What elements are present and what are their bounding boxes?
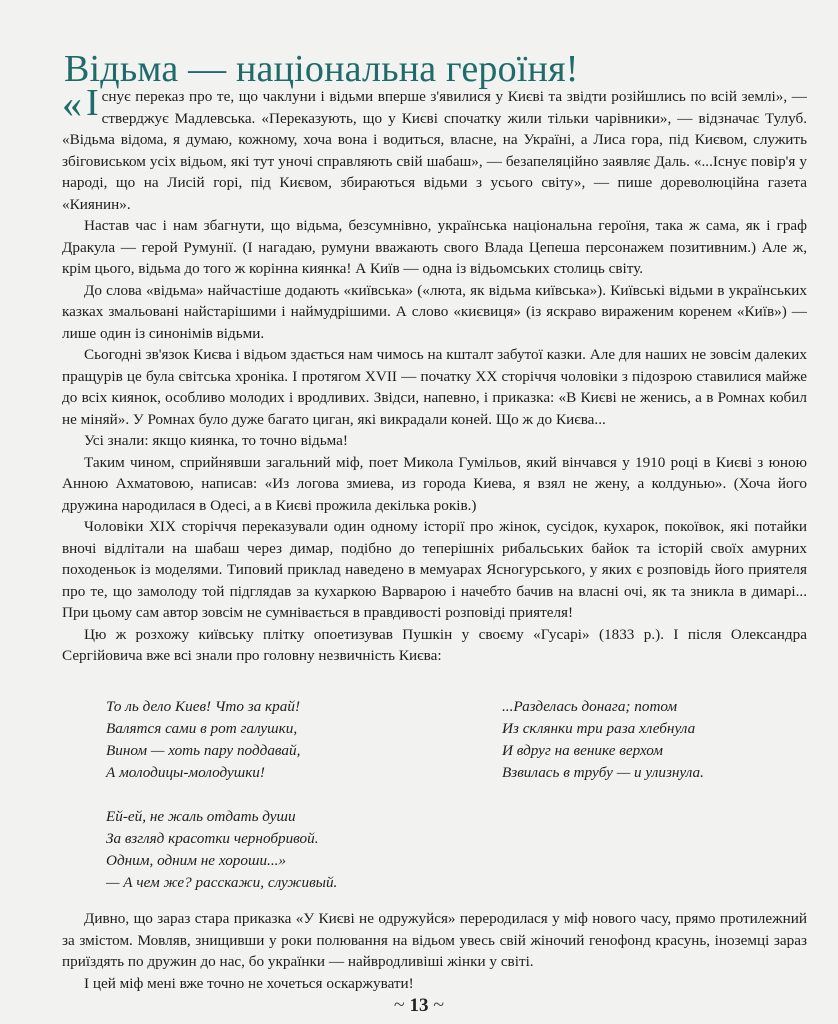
page-number: 13 bbox=[409, 995, 429, 1016]
paragraph-7: Чоловіки XIX сторіччя переказували один одному історії про жінок, сусідок, кухарок, покоївок, які потайки вночі відлітали на шабаш через димар, подібно до теперішніх рибальських байок та історій своїх амурних походеньок із моделями. Типовий приклад наведено в мемуарах Ясногурського, у яких є розповідь його приятеля про те, що замолоду той підглядав за кухаркою Варварою і начебто бачив на власні очі, як та зникла в димарі... При цьому сам автор зовсім не сумнівається в правдивості розповіді приятеля! bbox=[62, 518, 807, 621]
paragraph-3: До слова «відьма» найчастіше додають «київська» («люта, як відьма київська»). Київські відьми в українських казках змальовані найстарішими і наймудрішими. А слово «києвиця» (із яскраво вираженим коренем «Київ») — лише один із синонімів відьми. bbox=[62, 281, 807, 342]
poem-line: Одним, одним не хороши...» bbox=[106, 852, 287, 869]
poem-line: Из склянки три раза хлебнула bbox=[502, 720, 696, 737]
poem-line: То ль дело Киев! Что за край! bbox=[106, 698, 300, 715]
poem-line: — А чем же? расскажи, служивый. bbox=[106, 874, 338, 891]
poem-left-column bbox=[106, 696, 337, 894]
poem-line: Валятся сами в рот галушки, bbox=[106, 720, 298, 737]
paragraph-8: Цю ж розхожу київську плітку опоетизував Пушкін у своєму «Гусарі» (1833 р.). І після Олександра Сергійовича вже всі знали про головну незвичність Києва: bbox=[62, 625, 807, 664]
poem-line: Вином — хоть пару поддавай, bbox=[106, 742, 301, 759]
article-body bbox=[62, 81, 807, 667]
poem-line: ...Разделась донага; потом bbox=[502, 698, 678, 715]
ornament-right: ~ bbox=[433, 994, 445, 1016]
poem-line: За взгляд красотки чернобривой. bbox=[106, 830, 319, 847]
closing-paragraph-2: І цей міф мені вже точно не хочеться оскаржувати! bbox=[84, 974, 414, 992]
page-footer bbox=[0, 994, 838, 1017]
closing-paragraph-1: Дивно, що зараз стара приказка «У Києві не одружуйся» переродилася у міф нового часу, прямо протилежний за змістом. Мовляв, знищивши у роки полювання на відьом увесь свій жіночий генофонд красунь, іноземці зараз приїздять по дружин до нас, бо українки — найвродливіші жінки у світі. bbox=[62, 910, 807, 970]
ornament-left: ~ bbox=[393, 994, 405, 1016]
paragraph-5: Усі знали: якщо киянка, то точно відьма! bbox=[84, 432, 348, 449]
poem-line: Ей-ей, не жаль отдать души bbox=[106, 808, 296, 825]
drop-quote-mark: « bbox=[62, 81, 82, 126]
paragraph-2: Настав час і нам збагнути, що відьма, безсумнівно, українська національна героїня, така ж сама, як і граф Дракула — герой Румунії. (І нагадаю, румуни вважають свого Влада Цепеша персонажем позитивним.) Але ж, крім цього, відьма до того ж корінна киянка! А Київ — одна із відьомських столиць світу. bbox=[62, 217, 807, 277]
poem-line: И вдруг на венике верхом bbox=[502, 742, 663, 759]
poem-line: А молодицы-молодушки! bbox=[106, 764, 265, 781]
paragraph-1 bbox=[62, 81, 807, 215]
paragraph-text: снує переказ про те, що чаклуни і відьми вперше з'явилися у Києві та звідти розійшлись по всій землі», — стверджує Мадлевська. «Переказують, що у Києві спочатку жили тільки чарівники», — відзначає Тулуб. «Відьма відома, я думаю, кожному, хоча вона і водиться, власне, на Україні, а Лиса гора, під Києвом, служить збіговиськом усіх відьом, які тут уночі справляють свій шабаш», — безапеляційно заявляє Даль. «...Існує повір'я у народі, що на Лисій горі, під Києвом, збираються відьми з усього світу», — пише дореволюційна газета «Киянин». bbox=[62, 88, 807, 213]
drop-cap: І bbox=[86, 82, 99, 124]
poem-right-column bbox=[502, 696, 704, 784]
closing-body bbox=[62, 908, 807, 994]
paragraph-6: Таким чином, сприйнявши загальний міф, поет Микола Гумільов, який вінчався у 1910 році в Києві з юною Анною Ахматовою, написав: «Из логова змиева, из города Киева, я взял не жену, а колдунью». (Хоча його дружина народилася в Одесі, а в Києві прожила декілька років.) bbox=[62, 453, 807, 514]
page-title: Відьма — національна героїня! bbox=[64, 48, 579, 91]
poem-line: Взвилась в трубу — и улизнула. bbox=[502, 764, 704, 781]
paragraph-4: Сьогодні зв'язок Києва і відьом здається нам чимось на кшталт забутої казки. Але для наших не зовсім далеких пращурів це була світська хроніка. І протягом XVII — початку XX сторіччя чоловіки з підозрою ставилися майже до всіх киянок, особливо молодих і вродливих. Звідси, напевно, і приказка: «В Києві не женись, а в Ромнах кобил не міняй». У Ромнах було дуже багато циган, які викрадали коней. Що ж до Києва... bbox=[62, 346, 807, 428]
